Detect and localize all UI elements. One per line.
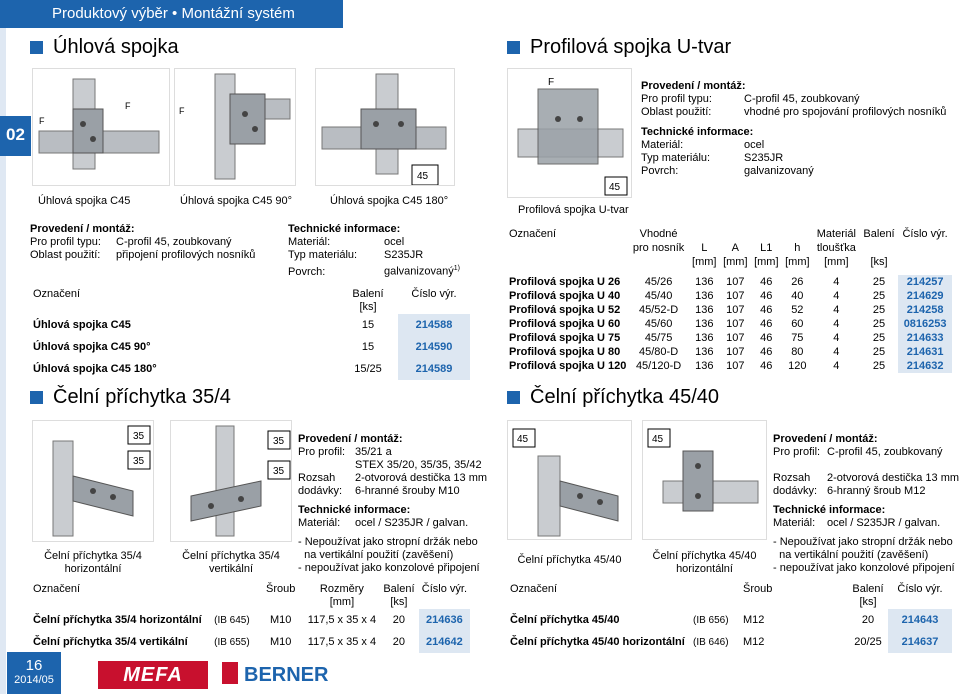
- table-row: Profilová spojka U 60 45/60 136 107 46 60 4 25 0816253: [507, 317, 952, 331]
- bullet-square-icon: [30, 41, 43, 54]
- svg-text:45: 45: [652, 434, 664, 445]
- berner-logo: BERNER: [222, 661, 342, 689]
- svg-text:45: 45: [417, 171, 429, 182]
- table-row: Čelní příchytka 35/4 horizontální (IB 645) M10 117,5 x 35 x 4 20 214636: [30, 609, 470, 631]
- svg-text:35: 35: [273, 466, 285, 477]
- table-row: Čelní příchytka 45/40 (IB 656) M12 20 214643: [507, 609, 952, 631]
- celni45-table: Označení Šroub Balení [ks] Číslo výr. Čelní příchytka 45/40 (IB 656) M12 20 214643 Čelní příchytka 45/40 horizontální (IB 646) M12 20/25 214637: [507, 583, 952, 653]
- header-ribbon: Produktový výběr • Montážní systém: [0, 0, 343, 28]
- table-row: Profilová spojka U 120 45/120-D 136 107 46 120 4 25 214632: [507, 359, 952, 373]
- table-row: Profilová spojka U 75 45/75 136 107 46 75 4 25 214633: [507, 331, 952, 345]
- table-row: Čelní příchytka 45/40 horizontální (IB 646) M12 20/25 214637: [507, 631, 952, 653]
- caption-uhlova-c45-180: Úhlová spojka C45 180°: [330, 195, 449, 207]
- table-row: Úhlová spojka C45 90° 15 214590: [30, 336, 470, 358]
- figure-uhlova-c45-90: [174, 68, 296, 186]
- celni45-info: Provedení / montáž: Pro profil: C-profil 45, zoubkovaný Rozsah 2-otvorová destička 13 mm dodávky: 6-hranný šroub M12 Technické informace: Materiál: ocel / S235JR / galvan. - Nepoužívat jako stropní držák nebo na vertikální použití (zavěšení) - nepoužívat jako konzolové připojení: [773, 433, 960, 574]
- profilova-provedeni: Provedení / montáž: Pro profil typu: C-profil 45, zoubkovaný Oblast použití: vhodné pro spojování profilových nosníků Technické informace: Materiál: ocel Typ materiálu: S235JR Povrch: galvanizovaný: [641, 80, 947, 177]
- svg-text:F: F: [39, 116, 45, 126]
- svg-text:35: 35: [133, 431, 145, 442]
- issue-date: 2014/05: [14, 674, 54, 686]
- table-row: Profilová spojka U 26 45/26 136 107 46 26 4 25 214257: [507, 275, 952, 289]
- chapter-tab: 02: [0, 116, 31, 156]
- berner-mark-icon: [222, 662, 238, 684]
- bullet-square-icon: [30, 391, 43, 404]
- svg-text:35: 35: [273, 436, 285, 447]
- table-row: Úhlová spojka C45 180° 15/25 214589: [30, 358, 470, 380]
- section-title-uhlova: Úhlová spojka: [30, 36, 179, 59]
- caption-celni45-horizontal: Čelní příchytka 45/40 horizontální: [652, 550, 757, 575]
- figure-profilova: [507, 68, 632, 198]
- caption-uhlova-c45: Úhlová spojka C45: [38, 195, 131, 207]
- celni35-info: Provedení / montáž: Pro profil: 35/21 a STEX 35/20, 35/35, 35/42 Rozsah 2-otvorová destička 13 mm dodávky: 6-hranné šrouby M10 Technické informace: Materiál: ocel / S235JR / galvan. - Nepoužívat jako stropní držák nebo na vertikální použití (zavěšení) - nepoužívat jako konzolové připojení: [298, 433, 488, 574]
- svg-text:35: 35: [133, 456, 145, 467]
- caption-celni35-vertical: Čelní příchytka 35/4 vertikální: [182, 550, 280, 575]
- left-margin-bar: [0, 0, 6, 694]
- figure-uhlova-c45: [32, 68, 170, 186]
- uhlova-tech-info: Technické informace: Materiál: ocel Typ materiálu: S235JR Povrch: galvanizovaný$^{1)}$: [288, 223, 460, 278]
- section-title-celni45: Čelní příchytka 45/40: [507, 386, 719, 409]
- bullet-square-icon: [507, 391, 520, 404]
- figure-celni35-horizontal: [32, 420, 154, 542]
- uhlova-provedeni: Provedení / montáž: Pro profil typu: C-profil 45, zoubkovaný Oblast použití: připojení profilových nosníků: [30, 223, 256, 261]
- table-row: Úhlová spojka C45 15 214588: [30, 314, 470, 336]
- svg-text:F: F: [125, 101, 131, 111]
- section-title-celni35: Čelní příchytka 35/4: [30, 386, 231, 409]
- svg-text:45: 45: [517, 434, 529, 445]
- svg-text:F: F: [548, 77, 555, 88]
- table-row: Čelní příchytka 35/4 vertikální (IB 655) M10 117,5 x 35 x 4 20 214642: [30, 631, 470, 653]
- mefa-logo: MEFA: [98, 661, 208, 689]
- caption-uhlova-c45-90: Úhlová spojka C45 90°: [180, 195, 293, 207]
- table-row: Profilová spojka U 80 45/80-D 136 107 46 80 4 25 214631: [507, 345, 952, 359]
- celni35-table: Označení Šroub Rozměry [mm] Balení [ks] Číslo výr. Čelní příchytka 35/4 horizontální (IB 645) M10 117,5 x 35 x 4 20 214636 Čelní příchytka 35/4 vertikální (IB 655) M10 117,5 x 35 x 4 20 214642: [30, 583, 470, 653]
- page-number-box: [7, 652, 61, 694]
- caption-profilova: Profilová spojka U-tvar: [518, 204, 629, 216]
- profilova-table: Označení Vhodné Materiál Balení Číslo výr. pro nosník L A L1 h tloušťka [mm] [mm] [mm] [mm] [mm] [ks] Profilová spojka U 26 45/26 136 107 46 26 4 25 214257 Profilová spojka U 40 45/40 136 107 46 40 4 25 214629 Profilová spojka U 52 45/52-D 136 107 46 52 4 25 214258 Profilová spojka U 60 45/60 136 107 46 60 4 25 0816253 Profilová spojka U 75 45/75 136 107 46 75 4 25 214633 Profilová spojka U 80 45/80-D 136 107 46 80 4 25 214631 Profilová spojka U 120 45/120-D 136 107 46 120 4 25 214632: [507, 227, 952, 373]
- section-title-profilova: Profilová spojka U-tvar: [507, 36, 731, 59]
- table-row: Profilová spojka U 40 45/40 136 107 46 40 4 25 214629: [507, 289, 952, 303]
- caption-celni35-horizontal: Čelní příchytka 35/4 horizontální: [44, 550, 142, 575]
- svg-text:F: F: [179, 106, 185, 116]
- figure-celni45: [507, 420, 632, 540]
- svg-text:45: 45: [609, 182, 621, 193]
- table-row: Profilová spojka U 52 45/52-D 136 107 46 52 4 25 214258: [507, 303, 952, 317]
- page-number: 16: [25, 657, 43, 674]
- uhlova-table: Označení Balení [ks] Číslo výr. Úhlová spojka C45 15 214588 Úhlová spojka C45 90° 15 214590 Úhlová spojka C45 180° 15/25 214589: [30, 288, 470, 380]
- figure-celni35-vertical: [170, 420, 292, 542]
- figure-celni45-horizontal: [642, 420, 767, 540]
- bullet-square-icon: [507, 41, 520, 54]
- figure-uhlova-c45-180: [315, 68, 455, 186]
- caption-celni45: Čelní příchytka 45/40: [517, 554, 622, 566]
